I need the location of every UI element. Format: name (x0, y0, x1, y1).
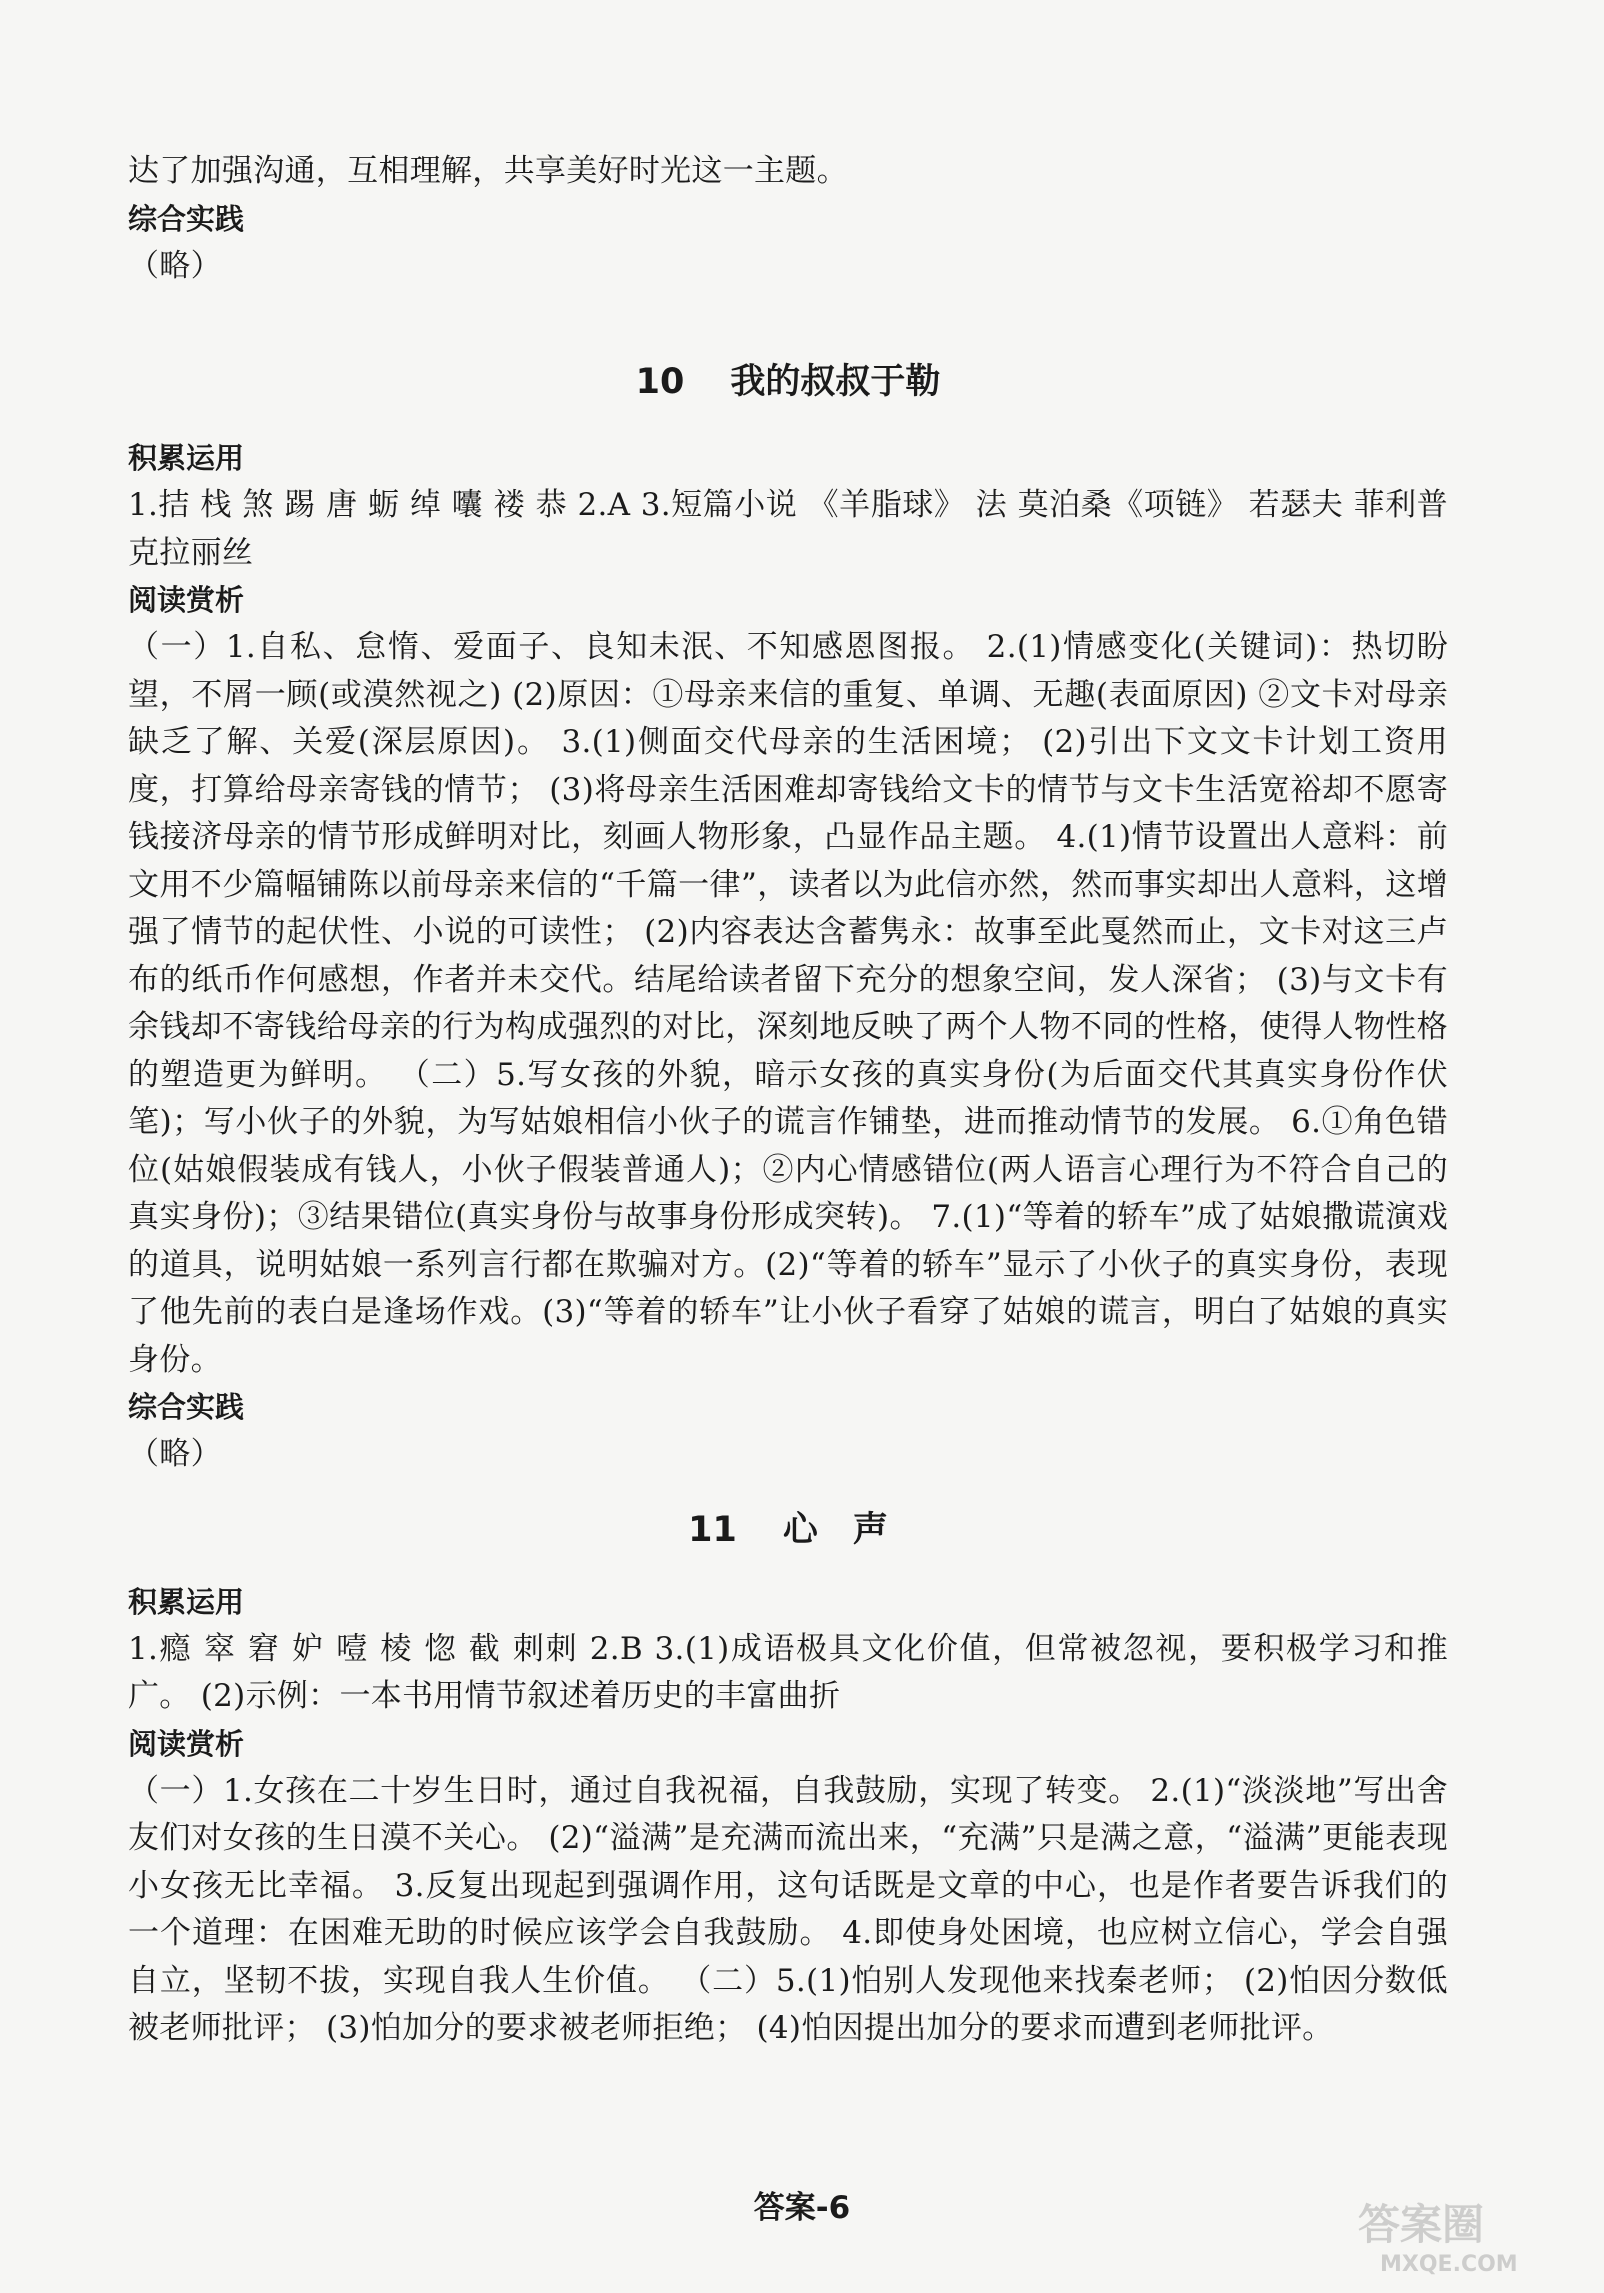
spacer (128, 1479, 1448, 1505)
lesson10-reading-body: （一）1.自私、怠惰、爱面子、良知未泯、不知感恩图报。 2.(1)情感变化(关键词)：热切盼望，不屑一顾(或漠然视之) (2)原因：①母亲来信的重复、单调、无趣(表面原因) ②文卡对母亲缺乏了解、关爱(深层原因)。 3.(1)侧面交代母亲的生活困境； (2)引出下文文卡计划工资用度，打算给母亲寄钱的情节； (3)将母亲生活困难却寄钱给文卡的情节与文卡生活宽裕却不愿寄钱接济母亲的情节形成鲜明对比，刻画人物形象，凸显作品主题。 4.(1)情节设置出人意料：前文用不少篇幅铺陈以前母亲来信的“千篇一律”，读者以为此信亦然，然而事实却出人意料，这增强了情节的起伏性、小说的可读性； (2)内容表达含蓄隽永：故事至此戛然而止，文卡对这三卢布的纸币作何感想，作者并未交代。结尾给读者留下充分的想象空间，发人深省； (3)与文卡有余钱却不寄钱给母亲的行为构成强烈的对比，深刻地反映了两个人物不同的性格，使得人物性格的塑造更为鲜明。 （二）5.写女孩的外貌，暗示女孩的真实身份(为后面交代其真实身份作伏笔)；写小伙子的外貌，为写姑娘相信小伙子的谎言作铺垫，进而推动情节的发展。 6.①角色错位(姑娘假装成有钱人，小伙子假装普通人)；②内心情感错位(两人语言心理行为不符合自己的真实身份)；③结果错位(真实身份与故事身份形成突转)。 7.(1)“等着的轿车”成了姑娘撒谎演戏的道具，说明姑娘一系列言行都在欺骗对方。(2)“等着的轿车”显示了小伙子的真实身份，表现了他先前的表白是逢场作戏。(3)“等着的轿车”让小伙子看穿了姑娘的谎言，明白了姑娘的真实身份。 (128, 629, 1448, 1378)
intro-practice-body: （略） (128, 247, 222, 284)
lesson10-title-text: 我的叔叔于勒 (730, 362, 941, 402)
watermark-logo-icon (1352, 2191, 1584, 2279)
spacer (128, 407, 1448, 435)
lesson11-reading-body: （一）1.女孩在二十岁生日时，通过自我祝福，自我鼓励，实现了转变。 2.(1)“淡淡地”写出舍友们对女孩的生日漠不关心。 (2)“溢满”是充满而流出来，“充满”只是满之意，“溢满”更能表现小女孩无比幸福。 3.反复出现起到强调作用，这句话既是文章的中心，也是作者要告诉我们的一个道理：在困难无助的时候应该学会自我鼓励。 4.即使身处困境，也应树立信心，学会自强自立，坚韧不拔，实现自我人生价值。 （二）5.(1)怕别人发现他来找秦老师； (2)怕因分数低被老师批评； (3)怕加分的要求被老师拒绝； (4)怕因提出加分的要求而遭到老师批评。 (128, 1772, 1448, 2046)
lesson10-title (128, 357, 1448, 407)
page-content (128, 148, 1448, 2053)
lesson11-accumulate-body: 1.瘾 窣 窘 妒 噎 棱 惚 截 刺刺 2.B 3.(1)成语极具文化价值，但常被忽视，要积极学习和推广。 (2)示例：一本书用情节叙述着历史的丰富曲折 (128, 1630, 1448, 1714)
lesson10-reading-heading: 阅读赏析 (128, 583, 245, 617)
lesson10-accumulate-heading: 积累运用 (128, 441, 245, 475)
spacer (128, 1555, 1448, 1579)
lesson11-title (128, 1505, 1448, 1555)
page-number: 答案-6 (753, 2190, 851, 2226)
lesson11-reading-heading: 阅读赏析 (128, 1726, 245, 1761)
lesson11-number: 11 (688, 1509, 737, 1550)
lesson11-title-text: 心 声 (782, 1509, 888, 1550)
lesson10-practice-heading: 综合实践 (128, 1390, 245, 1424)
intro-practice-heading: 综合实践 (128, 201, 245, 236)
lesson10-practice-body: （略） (128, 1436, 222, 1472)
lesson10-number: 10 (635, 362, 685, 402)
lesson11-accumulate-heading: 积累运用 (128, 1584, 245, 1619)
intro-line: 达了加强沟通，互相理解，共享美好时光这一主题。 (128, 153, 848, 189)
spacer (128, 290, 1448, 357)
lesson10-accumulate-body: 1.拮 栈 煞 踢 唐 蛎 绰 囔 褛 恭 2.A 3.短篇小说 《羊脂球》 法 莫泊桑《项链》 若瑟夫 菲利普 克拉丽丝 (128, 487, 1448, 571)
watermark-domain: MXQE.COM (1380, 2252, 1518, 2277)
watermark-title: 答案圈 (1358, 2200, 1485, 2249)
